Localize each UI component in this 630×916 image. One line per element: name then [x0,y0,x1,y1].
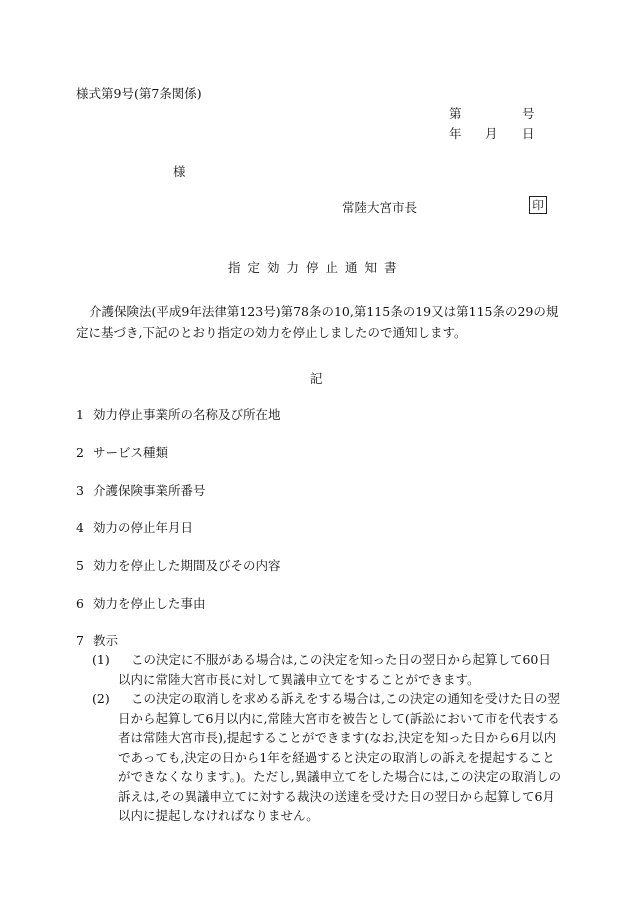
document-title: 指定効力停止通知書 [228,260,404,275]
instruction-text: この決定に不服がある場合は,この決定を知った日の翌日から起算して60日以内に常陸大宮市長に対して異議申立てをすることができます。 [118,652,551,687]
instruction-text: この決定の取消しを求める訴えをする場合は,この決定の通知を受けた日の翌日から起算して6月以内に,常陸大宮市を被告として(訴訟において市を代表する者は常陸大宮市長),提起することができます(なお,決定を知った日から6月以内であっても,決定の日から1年を経過すると決定の取消しの訴えを提起することができなくなります。)。ただし,異議申立てをした場合には,この決定の取消しの訴えは,その異議申立てに対する裁決の送達を受けた日の翌日から起算して6月以内に提起しなければなりません。 [118,691,562,823]
item-label: 効力を停止した期間及びその内容 [93,558,281,573]
date-month-label: 月 [485,126,498,141]
instruction-item [92,650,562,689]
document-number-prefix: 第 [449,106,462,121]
item-label: 効力を停止した事由 [93,596,206,611]
form-number: 様式第9号(第7条関係) [76,86,202,101]
list-item [76,594,206,612]
ki-heading: 記 [310,371,323,386]
list-item [76,405,281,423]
instruction-number: (1) [92,652,110,667]
item-label: 介護保険事業所番号 [93,483,206,498]
seal-stamp: 印 [529,196,547,214]
list-item [76,556,281,574]
date-day-label: 日 [522,126,535,141]
item-number: 2 [76,445,84,460]
item-number: 4 [76,520,84,535]
item-label: 効力の停止年月日 [93,520,194,535]
list-item [76,631,118,649]
item-number: 7 [76,633,84,648]
list-item [76,443,168,461]
instruction-item [92,689,562,826]
item-number: 3 [76,483,84,498]
list-item [76,518,193,536]
item-number: 5 [76,558,84,573]
item-label: 効力停止事業所の名称及び所在地 [93,407,281,422]
item-number: 6 [76,596,84,611]
document-number-suffix: 号 [522,106,535,121]
addressee-honorific: 様 [173,164,186,179]
item-number: 1 [76,407,84,422]
date-year-label: 年 [449,126,462,141]
issuer-name: 常陸大宮市長 [342,200,418,215]
item-label: サービス種類 [93,445,169,460]
list-item [76,481,206,499]
instruction-number: (2) [92,691,110,706]
notice-body: 介護保険法(平成9年法律第123号)第78条の10,第115条の19又は第115条の29の規定に基づき,下記のとおり指定の効力を停止しましたので通知します。 [76,304,559,340]
item-label: 教示 [93,633,119,648]
